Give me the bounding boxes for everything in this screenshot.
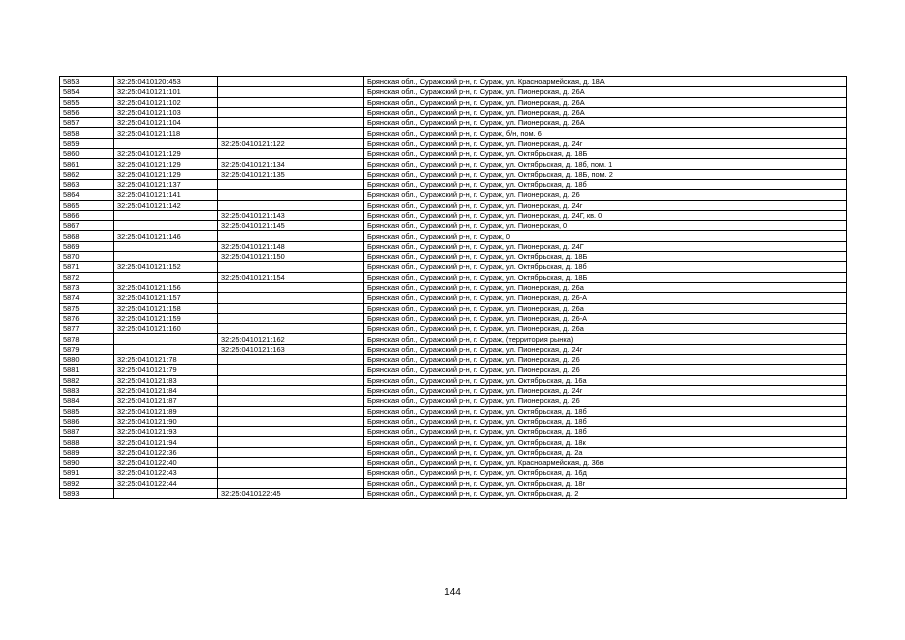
row-number-cell: 5888	[60, 437, 114, 447]
address-cell: Брянская обл., Суражский р-н, г. Сураж, ул. Красноармейская, д. 18А	[364, 77, 847, 87]
table-row	[60, 107, 847, 117]
row-number-cell: 5871	[60, 262, 114, 272]
cadastral-number-cell	[114, 252, 218, 262]
row-number-cell: 5890	[60, 457, 114, 467]
address-cell: Брянская обл., Суражский р-н, г. Сураж, (территория рынка)	[364, 334, 847, 344]
address-cell: Брянская обл., Суражский р-н, г. Сураж, ул. Пионерская, д. 26-А	[364, 293, 847, 303]
parent-cadastral-number-cell	[218, 478, 364, 488]
cadastral-number-cell: 32:25:0410121:152	[114, 262, 218, 272]
row-number-cell: 5855	[60, 97, 114, 107]
cadastral-number-cell: 32:25:0410121:157	[114, 293, 218, 303]
table-row	[60, 241, 847, 251]
table-row	[60, 179, 847, 189]
parent-cadastral-number-cell	[218, 324, 364, 334]
table-row	[60, 97, 847, 107]
address-cell: Брянская обл., Суражский р-н, г. Сураж, ул. Октябрьская, д. 18б	[364, 406, 847, 416]
parent-cadastral-number-cell	[218, 179, 364, 189]
address-cell: Брянская обл., Суражский р-н, г. Сураж, ул. Пионерская, д. 26	[364, 396, 847, 406]
cadastral-number-cell: 32:25:0410121:129	[114, 169, 218, 179]
row-number-cell: 5875	[60, 303, 114, 313]
table-row	[60, 406, 847, 416]
parent-cadastral-number-cell: 32:25:0410121:122	[218, 138, 364, 148]
table-row	[60, 324, 847, 334]
parent-cadastral-number-cell	[218, 385, 364, 395]
table-row	[60, 200, 847, 210]
cadastral-number-cell: 32:25:0410121:142	[114, 200, 218, 210]
cadastral-number-cell	[114, 241, 218, 251]
registry-table-body	[60, 77, 847, 499]
table-row	[60, 437, 847, 447]
address-cell: Брянская обл., Суражский р-н, г. Сураж, ул. Октябрьская, д. 2а	[364, 447, 847, 457]
parent-cadastral-number-cell	[218, 128, 364, 138]
cadastral-number-cell: 32:25:0410121:129	[114, 149, 218, 159]
cadastral-number-cell: 32:25:0410121:159	[114, 313, 218, 323]
cadastral-number-cell	[114, 138, 218, 148]
cadastral-number-cell	[114, 488, 218, 498]
parent-cadastral-number-cell	[218, 427, 364, 437]
address-cell: Брянская обл., Суражский р-н, г. Сураж, ул. Октябрьская, д. 18Б	[364, 252, 847, 262]
row-number-cell: 5873	[60, 282, 114, 292]
address-cell: Брянская обл., Суражский р-н, г. Сураж, ул. Октябрьская, д. 18б	[364, 179, 847, 189]
row-number-cell: 5864	[60, 190, 114, 200]
table-row	[60, 149, 847, 159]
cadastral-number-cell: 32:25:0410120:453	[114, 77, 218, 87]
cadastral-number-cell: 32:25:0410121:101	[114, 87, 218, 97]
address-cell: Брянская обл., Суражский р-н, г. Сураж, ул. Пионерская, д. 26	[364, 365, 847, 375]
parent-cadastral-number-cell	[218, 468, 364, 478]
table-row	[60, 221, 847, 231]
address-cell: Брянская обл., Суражский р-н, г. Сураж, ул. Пионерская, д. 26А	[364, 118, 847, 128]
row-number-cell: 5876	[60, 313, 114, 323]
address-cell: Брянская обл., Суражский р-н, г. Сураж, ул. Пионерская, д. 24г	[364, 344, 847, 354]
table-row	[60, 457, 847, 467]
address-cell: Брянская обл., Суражский р-н, г. Сураж, ул. Пионерская, д. 26а	[364, 324, 847, 334]
row-number-cell: 5868	[60, 231, 114, 241]
row-number-cell: 5857	[60, 118, 114, 128]
table-row	[60, 416, 847, 426]
row-number-cell: 5867	[60, 221, 114, 231]
row-number-cell: 5879	[60, 344, 114, 354]
row-number-cell: 5869	[60, 241, 114, 251]
parent-cadastral-number-cell: 32:25:0410121:134	[218, 159, 364, 169]
address-cell: Брянская обл., Суражский р-н, г. Сураж, ул. Октябрьская, д. 16а	[364, 375, 847, 385]
cadastral-number-cell	[114, 221, 218, 231]
table-row	[60, 313, 847, 323]
address-cell: Брянская обл., Суражский р-н, г. Сураж, ул. Октябрьская, д. 18б, пом. 1	[364, 159, 847, 169]
table-row	[60, 87, 847, 97]
cadastral-number-cell: 32:25:0410121:104	[114, 118, 218, 128]
table-row	[60, 385, 847, 395]
parent-cadastral-number-cell: 32:25:0410121:148	[218, 241, 364, 251]
address-cell: Брянская обл., Суражский р-н, г. Сураж, 0	[364, 231, 847, 241]
parent-cadastral-number-cell	[218, 97, 364, 107]
row-number-cell: 5881	[60, 365, 114, 375]
cadastral-number-cell: 32:25:0410121:160	[114, 324, 218, 334]
parent-cadastral-number-cell	[218, 396, 364, 406]
parent-cadastral-number-cell: 32:25:0410121:163	[218, 344, 364, 354]
address-cell: Брянская обл., Суражский р-н, г. Сураж, ул. Пионерская, д. 26-А	[364, 313, 847, 323]
row-number-cell: 5880	[60, 355, 114, 365]
row-number-cell: 5859	[60, 138, 114, 148]
address-cell: Брянская обл., Суражский р-н, г. Сураж, ул. Октябрьская, д. 18Б, пом. 2	[364, 169, 847, 179]
cadastral-number-cell: 32:25:0410121:118	[114, 128, 218, 138]
row-number-cell: 5893	[60, 488, 114, 498]
table-row	[60, 282, 847, 292]
parent-cadastral-number-cell	[218, 457, 364, 467]
table-row	[60, 447, 847, 457]
table-row	[60, 427, 847, 437]
address-cell: Брянская обл., Суражский р-н, г. Сураж, ул. Октябрьская, д. 18б	[364, 262, 847, 272]
address-cell: Брянская обл., Суражский р-н, г. Сураж, ул. Пионерская, д. 24Г	[364, 241, 847, 251]
cadastral-number-cell: 32:25:0410121:89	[114, 406, 218, 416]
row-number-cell: 5854	[60, 87, 114, 97]
table-row	[60, 344, 847, 354]
address-cell: Брянская обл., Суражский р-н, г. Сураж, ул. Октябрьская, д. 16д	[364, 468, 847, 478]
address-cell: Брянская обл., Суражский р-н, г. Сураж, ул. Октябрьская, д. 18б	[364, 416, 847, 426]
table-row	[60, 128, 847, 138]
parent-cadastral-number-cell	[218, 437, 364, 447]
parent-cadastral-number-cell	[218, 313, 364, 323]
address-cell: Брянская обл., Суражский р-н, г. Сураж, ул. Пионерская, д. 24г	[364, 138, 847, 148]
row-number-cell: 5877	[60, 324, 114, 334]
table-row	[60, 210, 847, 220]
cadastral-number-cell: 32:25:0410122:43	[114, 468, 218, 478]
parent-cadastral-number-cell	[218, 416, 364, 426]
row-number-cell: 5863	[60, 179, 114, 189]
table-row	[60, 478, 847, 488]
address-cell: Брянская обл., Суражский р-н, г. Сураж, ул. Октябрьская, д. 18Б	[364, 149, 847, 159]
parent-cadastral-number-cell	[218, 77, 364, 87]
row-number-cell: 5870	[60, 252, 114, 262]
parent-cadastral-number-cell: 32:25:0410121:154	[218, 272, 364, 282]
address-cell: Брянская обл., Суражский р-н, г. Сураж, ул. Октябрьская, д. 18б	[364, 427, 847, 437]
address-cell: Брянская обл., Суражский р-н, г. Сураж, ул. Пионерская, д. 26а	[364, 303, 847, 313]
parent-cadastral-number-cell: 32:25:0410121:135	[218, 169, 364, 179]
address-cell: Брянская обл., Суражский р-н, г. Сураж, ул. Октябрьская, д. 18к	[364, 437, 847, 447]
table-row	[60, 118, 847, 128]
address-cell: Брянская обл., Суражский р-н, г. Сураж, ул. Пионерская, 0	[364, 221, 847, 231]
address-cell: Брянская обл., Суражский р-н, г. Сураж, ул. Пионерская, д. 24г	[364, 385, 847, 395]
cadastral-number-cell: 32:25:0410121:102	[114, 97, 218, 107]
cadastral-number-cell: 32:25:0410121:156	[114, 282, 218, 292]
address-cell: Брянская обл., Суражский р-н, г. Сураж, б/н, пом. 6	[364, 128, 847, 138]
table-row	[60, 190, 847, 200]
table-row	[60, 355, 847, 365]
cadastral-number-cell	[114, 334, 218, 344]
parent-cadastral-number-cell: 32:25:0410121:150	[218, 252, 364, 262]
address-cell: Брянская обл., Суражский р-н, г. Сураж, ул. Пионерская, д. 24Г, кв. 0	[364, 210, 847, 220]
parent-cadastral-number-cell	[218, 406, 364, 416]
row-number-cell: 5887	[60, 427, 114, 437]
cadastral-number-cell: 32:25:0410121:87	[114, 396, 218, 406]
cadastral-number-cell: 32:25:0410121:84	[114, 385, 218, 395]
row-number-cell: 5874	[60, 293, 114, 303]
parent-cadastral-number-cell	[218, 303, 364, 313]
cadastral-number-cell	[114, 344, 218, 354]
parent-cadastral-number-cell	[218, 262, 364, 272]
address-cell: Брянская обл., Суражский р-н, г. Сураж, ул. Октябрьская, д. 18г	[364, 478, 847, 488]
row-number-cell: 5884	[60, 396, 114, 406]
parent-cadastral-number-cell	[218, 231, 364, 241]
table-row	[60, 375, 847, 385]
address-cell: Брянская обл., Суражский р-н, г. Сураж, ул. Пионерская, д. 26А	[364, 87, 847, 97]
cadastral-number-cell: 32:25:0410121:90	[114, 416, 218, 426]
cadastral-number-cell: 32:25:0410121:141	[114, 190, 218, 200]
cadastral-number-cell: 32:25:0410122:36	[114, 447, 218, 457]
table-row	[60, 252, 847, 262]
row-number-cell: 5861	[60, 159, 114, 169]
parent-cadastral-number-cell	[218, 375, 364, 385]
parent-cadastral-number-cell	[218, 87, 364, 97]
cadastral-number-cell	[114, 272, 218, 282]
parent-cadastral-number-cell	[218, 355, 364, 365]
registry-table	[59, 76, 847, 499]
address-cell: Брянская обл., Суражский р-н, г. Сураж, ул. Пионерская, д. 26А	[364, 97, 847, 107]
address-cell: Брянская обл., Суражский р-н, г. Сураж, ул. Пионерская, д. 26	[364, 190, 847, 200]
table-row	[60, 169, 847, 179]
row-number-cell: 5885	[60, 406, 114, 416]
parent-cadastral-number-cell	[218, 200, 364, 210]
parent-cadastral-number-cell: 32:25:0410121:145	[218, 221, 364, 231]
cadastral-number-cell: 32:25:0410121:137	[114, 179, 218, 189]
parent-cadastral-number-cell	[218, 190, 364, 200]
page-number: 144	[444, 587, 461, 598]
parent-cadastral-number-cell	[218, 149, 364, 159]
row-number-cell: 5865	[60, 200, 114, 210]
row-number-cell: 5853	[60, 77, 114, 87]
cadastral-number-cell: 32:25:0410122:44	[114, 478, 218, 488]
row-number-cell: 5866	[60, 210, 114, 220]
cadastral-number-cell: 32:25:0410121:79	[114, 365, 218, 375]
row-number-cell: 5856	[60, 107, 114, 117]
address-cell: Брянская обл., Суражский р-н, г. Сураж, ул. Пионерская, д. 24г	[364, 200, 847, 210]
table-row	[60, 293, 847, 303]
table-row	[60, 138, 847, 148]
parent-cadastral-number-cell: 32:25:0410121:162	[218, 334, 364, 344]
table-row	[60, 468, 847, 478]
table-row	[60, 159, 847, 169]
table-row	[60, 231, 847, 241]
parent-cadastral-number-cell	[218, 282, 364, 292]
table-row	[60, 77, 847, 87]
table-row	[60, 396, 847, 406]
cadastral-number-cell: 32:25:0410121:78	[114, 355, 218, 365]
cadastral-number-cell	[114, 210, 218, 220]
address-cell: Брянская обл., Суражский р-н, г. Сураж, ул. Октябрьская, д. 2	[364, 488, 847, 498]
table-row	[60, 262, 847, 272]
row-number-cell: 5892	[60, 478, 114, 488]
address-cell: Брянская обл., Суражский р-н, г. Сураж, ул. Красноармейская, д. 36в	[364, 457, 847, 467]
cadastral-number-cell: 32:25:0410122:40	[114, 457, 218, 467]
row-number-cell: 5858	[60, 128, 114, 138]
parent-cadastral-number-cell	[218, 447, 364, 457]
parent-cadastral-number-cell	[218, 293, 364, 303]
parent-cadastral-number-cell	[218, 107, 364, 117]
cadastral-number-cell: 32:25:0410121:103	[114, 107, 218, 117]
row-number-cell: 5862	[60, 169, 114, 179]
table-row	[60, 303, 847, 313]
row-number-cell: 5872	[60, 272, 114, 282]
address-cell: Брянская обл., Суражский р-н, г. Сураж, ул. Пионерская, д. 26	[364, 355, 847, 365]
parent-cadastral-number-cell: 32:25:0410121:143	[218, 210, 364, 220]
cadastral-number-cell: 32:25:0410121:129	[114, 159, 218, 169]
row-number-cell: 5886	[60, 416, 114, 426]
cadastral-number-cell: 32:25:0410121:146	[114, 231, 218, 241]
table-row	[60, 365, 847, 375]
parent-cadastral-number-cell: 32:25:0410122:45	[218, 488, 364, 498]
table-row	[60, 272, 847, 282]
cadastral-number-cell: 32:25:0410121:94	[114, 437, 218, 447]
cadastral-number-cell: 32:25:0410121:158	[114, 303, 218, 313]
row-number-cell: 5891	[60, 468, 114, 478]
row-number-cell: 5878	[60, 334, 114, 344]
table-row	[60, 488, 847, 498]
cadastral-number-cell: 32:25:0410121:93	[114, 427, 218, 437]
row-number-cell: 5860	[60, 149, 114, 159]
address-cell: Брянская обл., Суражский р-н, г. Сураж, ул. Октябрьская, д. 18Б	[364, 272, 847, 282]
address-cell: Брянская обл., Суражский р-н, г. Сураж, ул. Пионерская, д. 26а	[364, 282, 847, 292]
parent-cadastral-number-cell	[218, 118, 364, 128]
row-number-cell: 5883	[60, 385, 114, 395]
parent-cadastral-number-cell	[218, 365, 364, 375]
cadastral-number-cell: 32:25:0410121:83	[114, 375, 218, 385]
table-row	[60, 334, 847, 344]
row-number-cell: 5889	[60, 447, 114, 457]
address-cell: Брянская обл., Суражский р-н, г. Сураж, ул. Пионерская, д. 26А	[364, 107, 847, 117]
row-number-cell: 5882	[60, 375, 114, 385]
